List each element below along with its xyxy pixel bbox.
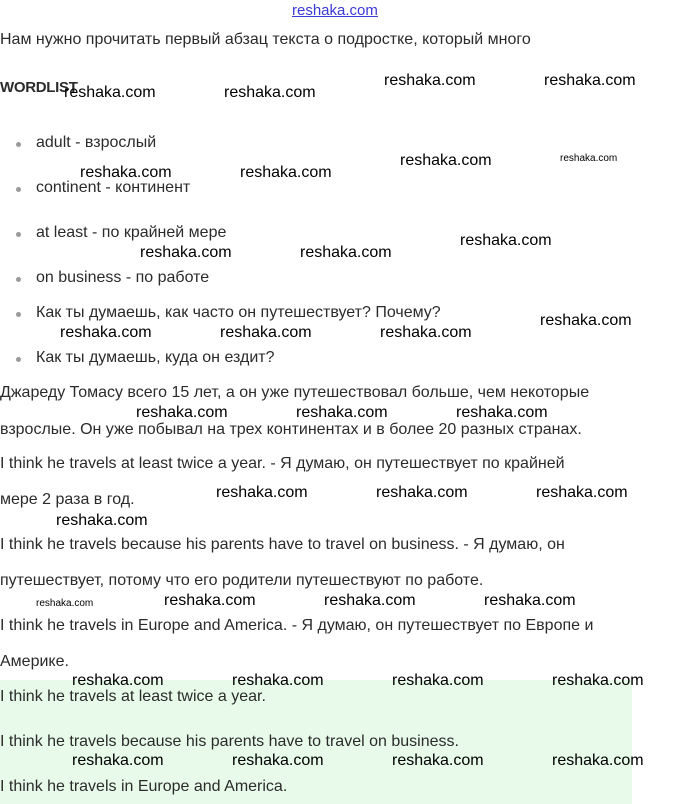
watermark: reshaka.com <box>456 404 548 421</box>
watermark: reshaka.com <box>64 84 156 101</box>
watermark: reshaka.com <box>392 672 484 689</box>
watermark: reshaka.com <box>400 152 492 169</box>
wordlist-item: on business - по работе <box>36 269 210 286</box>
paragraph-line: мере 2 раза в год. <box>0 491 135 508</box>
watermark: reshaka.com <box>240 164 332 181</box>
watermark: reshaka.com <box>232 672 324 689</box>
watermark: reshaka.com <box>376 484 468 501</box>
watermark: reshaka.com <box>540 312 632 329</box>
watermark: reshaka.com <box>484 592 576 609</box>
watermark: reshaka.com <box>384 72 476 89</box>
watermark: reshaka.com <box>544 72 636 89</box>
intro-text: Нам нужно прочитать первый абзац текста о подростке, который много <box>0 31 531 48</box>
watermark: reshaka.com <box>164 592 256 609</box>
paragraph-line: Америке. <box>0 653 69 670</box>
watermark: reshaka.com <box>296 404 388 421</box>
watermark: reshaka.com <box>392 752 484 769</box>
watermark: reshaka.com <box>224 84 316 101</box>
watermark: reshaka.com <box>552 752 644 769</box>
watermark: reshaka.com <box>380 324 472 341</box>
watermark: reshaka.com <box>36 598 94 609</box>
paragraph-line: I think he travels in Europe and America. - Я думаю, он путешествует по Европе и <box>0 617 594 634</box>
paragraph-line: I think he travels at least twice a year. - Я думаю, он путешествует по крайней <box>0 455 565 472</box>
watermark: reshaka.com <box>72 752 164 769</box>
bullet-icon <box>16 187 21 192</box>
wordlist-title: WORDLIST <box>0 79 78 96</box>
bullet-icon <box>16 357 21 362</box>
watermark: reshaka.com <box>324 592 416 609</box>
watermark: reshaka.com <box>80 164 172 181</box>
wordlist-item: Как ты думаешь, как часто он путешествует? Почему? <box>36 304 441 321</box>
bullet-icon <box>16 277 21 282</box>
watermark: reshaka.com <box>232 752 324 769</box>
paragraph-line: путешествует, потому что его родители путешествуют по работе. <box>0 572 484 589</box>
paragraph-line: взрослые. Он уже побывал на трех континентах и в более 20 разных странах. <box>0 421 582 438</box>
watermark: reshaka.com <box>220 324 312 341</box>
wordlist-item: at least - по крайней мере <box>36 224 227 241</box>
watermark: reshaka.com <box>56 512 148 529</box>
answer-line: I think he travels at least twice a year. <box>0 688 266 705</box>
watermark: reshaka.com <box>140 244 232 261</box>
watermark: reshaka.com <box>72 672 164 689</box>
watermark: reshaka.com <box>216 484 308 501</box>
bullet-icon <box>16 312 21 317</box>
watermark: reshaka.com <box>460 232 552 249</box>
watermark: reshaka.com <box>300 244 392 261</box>
wordlist-item: adult - взрослый <box>36 134 157 151</box>
bullet-icon <box>16 142 21 147</box>
watermark: reshaka.com <box>552 672 644 689</box>
answer-line: I think he travels because his parents have to travel on business. <box>0 733 459 750</box>
watermark: reshaka.com <box>60 324 152 341</box>
wordlist-item: continent - континент <box>36 179 191 196</box>
paragraph-line: Джареду Томасу всего 15 лет, а он уже путешествовал больше, чем некоторые <box>0 384 590 401</box>
answer-line: I think he travels in Europe and America. <box>0 778 288 795</box>
watermark: reshaka.com <box>136 404 228 421</box>
watermark: reshaka.com <box>560 153 618 164</box>
watermark: reshaka.com <box>536 484 628 501</box>
bullet-icon <box>16 232 21 237</box>
wordlist-item: Как ты думаешь, куда он ездит? <box>36 349 275 366</box>
paragraph-line: I think he travels because his parents have to travel on business. - Я думаю, он <box>0 536 565 553</box>
site-link[interactable]: reshaka.com <box>292 2 378 19</box>
